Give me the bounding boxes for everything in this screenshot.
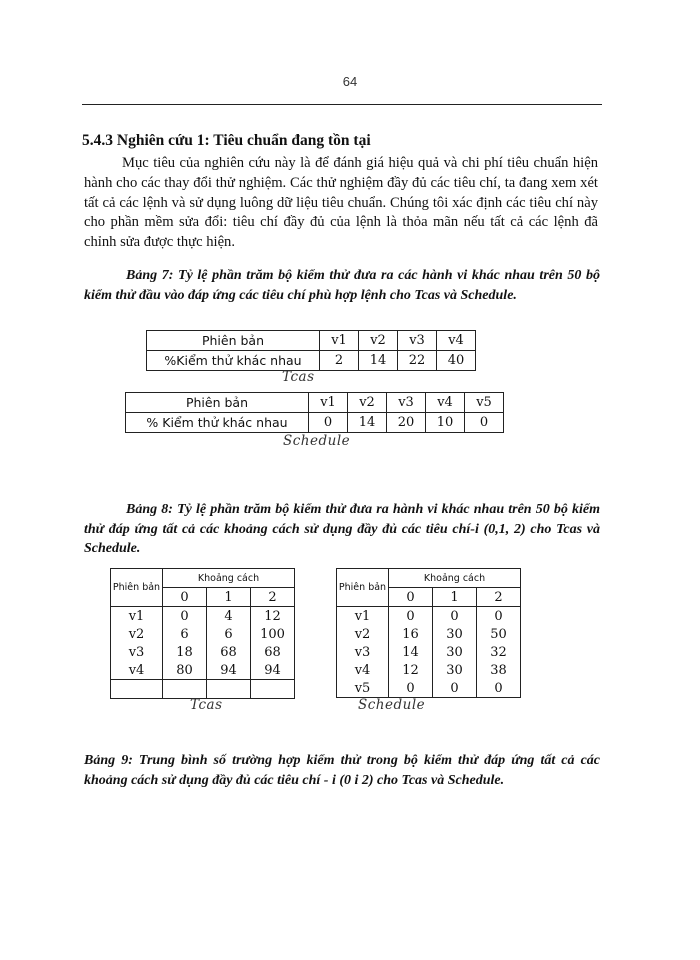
version-cell: v4 [337,661,389,679]
version-cell: v1 [337,607,389,626]
distance-table-tcas [110,568,295,699]
page-number: 64 [342,74,358,89]
table-tcas-caption: Tcas [282,369,315,385]
version-cell: v4 [426,393,465,413]
column-header: Phiên bản [337,569,389,607]
version-cell: v2 [348,393,387,413]
value-cell: 30 [433,643,477,661]
value-cell: 30 [433,661,477,679]
value-cell: 0 [389,679,433,698]
table-tcas [146,330,476,371]
distance-header: 1 [433,588,477,607]
version-cell: v2 [337,625,389,643]
value-cell: 38 [477,661,521,679]
table-row [147,331,476,351]
value-cell: 22 [398,351,437,371]
table-row [337,625,521,643]
version-cell: v1 [320,331,359,351]
value-cell: 68 [251,643,295,661]
column-header: Phiên bản [111,569,163,607]
distance-table-tcas-caption: Tcas [190,697,223,713]
value-cell: 0 [477,607,521,626]
body-paragraph-text: Mục tiêu của nghiên cứu này là để đánh giá hiệu quả và chi phí tiêu chuẩn hiện hành cho các thay đổi thử nghiệm. Các thử nghiệm đầy đủ các tiêu chí, ta đang xem xét tất cả các lệnh và sử dụng luông dữ liệu tiêu chuẩn. Chúng tôi xác định các tiêu chí này cho phần mềm sửa đổi: tiêu chí đầy đủ của lệnh là thỏa mãn nếu tất cả các lệnh đã chỉnh sửa được thực hiện. [84,155,598,251]
table-row [337,679,521,698]
distance-table-schedule-caption: Schedule [358,697,426,713]
value-cell: 0 [433,607,477,626]
distance-header: 0 [163,588,207,607]
table-8-caption: Bảng 8: Tỷ lệ phần trăm bộ kiểm thử đưa ra hành vi khác nhau trên 50 bộ kiểm thử đáp ứng tất cả các khoảng cách sử dụng đầy đủ các tiêu chí-i (0,1, 2) cho Tcas và Schedule. [84,502,600,556]
value-cell: 14 [389,643,433,661]
value-cell: 0 [465,413,504,433]
version-cell: v2 [111,625,163,643]
version-cell: v4 [437,331,476,351]
value-cell: 94 [251,661,295,680]
version-cell: v3 [387,393,426,413]
value-cell: 2 [320,351,359,371]
value-cell: 6 [207,625,251,643]
table-header-row [111,569,295,588]
distance-header: 1 [207,588,251,607]
version-cell: v1 [309,393,348,413]
value-cell: 0 [433,679,477,698]
table-row [111,607,295,626]
version-cell: v3 [337,643,389,661]
value-cell: 16 [389,625,433,643]
table-row [111,661,295,680]
version-cell: v5 [337,679,389,698]
table-row [111,625,295,643]
version-cell: v3 [111,643,163,661]
value-cell: 14 [348,413,387,433]
distance-header: 0 [389,588,433,607]
value-cell: 30 [433,625,477,643]
value-cell: 18 [163,643,207,661]
table-row [126,393,504,413]
version-cell: v3 [398,331,437,351]
value-cell: 12 [389,661,433,679]
table-9-caption: Bảng 9: Trung bình số trường hợp kiểm thử trong bộ kiểm thử đáp ứng tất cả các khoảng cách sử dụng đầy đủ các tiêu chí - i (0 i 2) cho Tcas và Schedule. [84,753,600,788]
table-row [111,643,295,661]
table-7-caption: Bảng 7: Tỷ lệ phần trăm bộ kiểm thử đưa ra các hành vi khác nhau trên 50 bộ kiểm thử đầu vào đáp ứng các tiêu chí phù hợp lệnh cho Tcas và Schedule. [84,268,600,303]
version-cell: v4 [111,661,163,680]
distance-header: 2 [251,588,295,607]
version-cell: v5 [465,393,504,413]
value-cell: 0 [477,679,521,698]
group-header: Khoảng cách [163,569,295,588]
version-cell: v2 [359,331,398,351]
body-paragraph [84,154,598,253]
table-row [337,661,521,679]
value-cell: 32 [477,643,521,661]
value-cell: 100 [251,625,295,643]
section-title: 5.4.3 Nghiên cứu 1: Tiêu chuẩn đang tồn tại [82,132,371,149]
table-row [337,643,521,661]
value-cell: 40 [437,351,476,371]
value-cell: 80 [163,661,207,680]
value-cell: 50 [477,625,521,643]
value-cell: 10 [426,413,465,433]
version-cell: v1 [111,607,163,626]
distance-header: 2 [477,588,521,607]
table-header-row [337,569,521,588]
value-cell: 12 [251,607,295,626]
row-label: Phiên bản [126,393,309,413]
table-row [126,413,504,433]
row-label: % Kiểm thử khác nhau [126,413,309,433]
value-cell: 68 [207,643,251,661]
header-rule [82,104,602,105]
value-cell: 6 [163,625,207,643]
row-label: %Kiểm thử khác nhau [147,351,320,371]
row-label: Phiên bản [147,331,320,351]
distance-table-schedule [336,568,521,698]
table-row [147,351,476,371]
table-row [337,607,521,626]
value-cell: 0 [163,607,207,626]
value-cell: 0 [309,413,348,433]
value-cell: 14 [359,351,398,371]
value-cell: 0 [389,607,433,626]
table-schedule [125,392,504,433]
value-cell: 94 [207,661,251,680]
table-schedule-caption: Schedule [283,433,351,449]
value-cell: 20 [387,413,426,433]
group-header: Khoảng cách [389,569,521,588]
value-cell: 4 [207,607,251,626]
